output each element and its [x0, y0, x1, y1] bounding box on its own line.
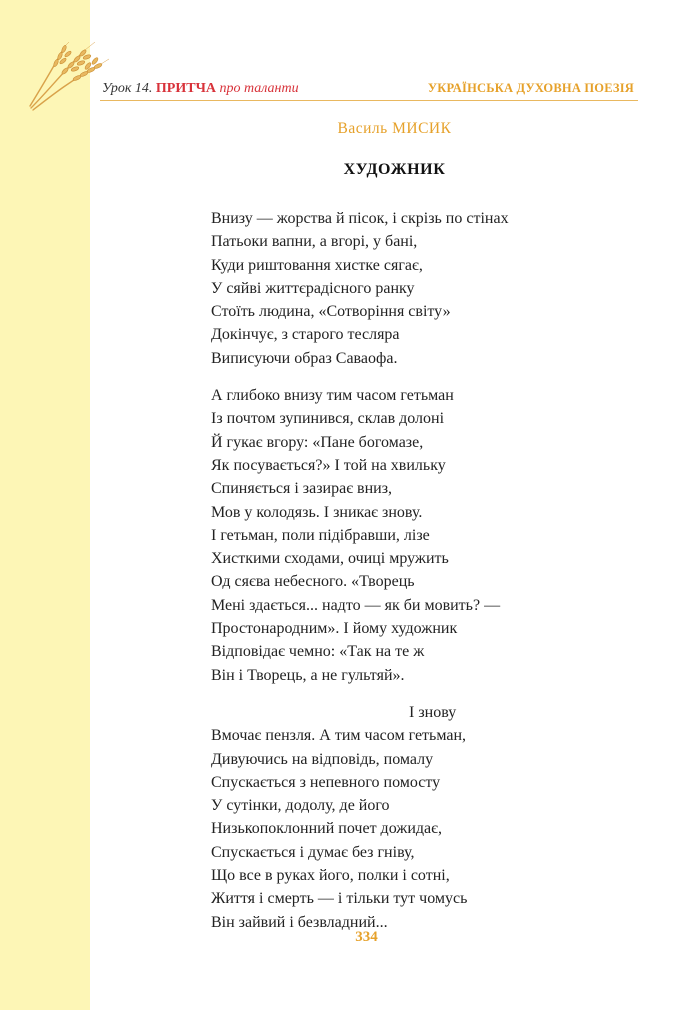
- poem-line: Він і Творець, а не гультяй».: [211, 666, 405, 684]
- stanza-1: [211, 207, 631, 370]
- poem-line: Що все в руках його, полки і сотні,: [211, 867, 450, 885]
- page-number: 334: [355, 929, 378, 945]
- poem-line: Відповідає чемно: «Так на те ж: [211, 643, 425, 661]
- poem-line: Внизу — жорства й пісок, і скрізь по стінах: [211, 210, 509, 227]
- poem-line: У сяйві життєрадісного ранку: [211, 279, 415, 297]
- lesson-number: Урок 14.: [102, 81, 153, 96]
- poem-line: І гетьман, поли підібравши, лізе: [211, 526, 430, 544]
- poem-line: Життя і смерть — і тільки тут чомусь: [211, 890, 468, 908]
- poem-line: Мов у колодязь. І зникає знову.: [211, 503, 423, 521]
- poem-line: У сутінки, додолу, де його: [211, 797, 390, 815]
- poem-line: Як посувається?» І той на хвильку: [211, 456, 446, 474]
- poem-line: Простонародним». І йому художник: [211, 620, 458, 638]
- page-header: [90, 78, 638, 102]
- poem-line: А глибоко внизу тим часом гетьман: [211, 387, 454, 405]
- poem-line: Він зайвий і безвладний...: [211, 913, 388, 931]
- poem-line: Од сяєва небесного. «Творець: [211, 573, 415, 591]
- poem-title: ХУДОЖНИК: [343, 161, 446, 178]
- side-strip: [0, 0, 90, 1010]
- lesson-title-bold: ПРИТЧА: [155, 81, 216, 96]
- section-title: УКРАЇНСЬКА ДУХОВНА ПОЕЗІЯ: [427, 81, 634, 95]
- header-divider: [100, 100, 638, 101]
- poem-line: Спускається і думає без гніву,: [211, 843, 415, 861]
- poem-line: Низькопоклонний почет дожидає,: [211, 820, 443, 838]
- poem-line: Вмочає пензля. А тим часом гетьман,: [211, 727, 467, 745]
- poem-line: Спускається з непевного помосту: [211, 773, 441, 791]
- poem-line: Мені здається... надто — як би мовить? —: [211, 596, 501, 614]
- poem-line: Дивуючись на відповідь, помалу: [211, 750, 434, 768]
- stanza-2: [211, 384, 631, 687]
- poem-line: Й гукає вгору: «Пане богомазе,: [211, 433, 424, 451]
- poem-line: Спиняється і зазирає вниз,: [211, 480, 393, 498]
- stanza-3: [211, 701, 631, 934]
- poem-line: Куди риштовання хистке сягає,: [211, 256, 423, 274]
- poem-line: Із почтом зупинився, склав долоні: [211, 410, 445, 428]
- poem-line: Докінчує, з старого тесляра: [211, 326, 400, 344]
- poem-line: Виписуючи образ Саваофа.: [211, 349, 398, 367]
- poem-author: Василь МИСИК: [337, 120, 452, 137]
- poem-line-indented: І знову: [409, 703, 457, 721]
- poem-line: Хисткими сходами, очиці мружить: [211, 550, 449, 568]
- poem-line: Патьоки вапни, а вгорі, у бані,: [211, 233, 418, 251]
- poem-body: [211, 207, 631, 948]
- lesson-heading: [102, 81, 299, 97]
- poem-line: Стоїть людина, «Сотворіння світу»: [211, 303, 451, 321]
- lesson-title-rest: про таланти: [219, 81, 299, 96]
